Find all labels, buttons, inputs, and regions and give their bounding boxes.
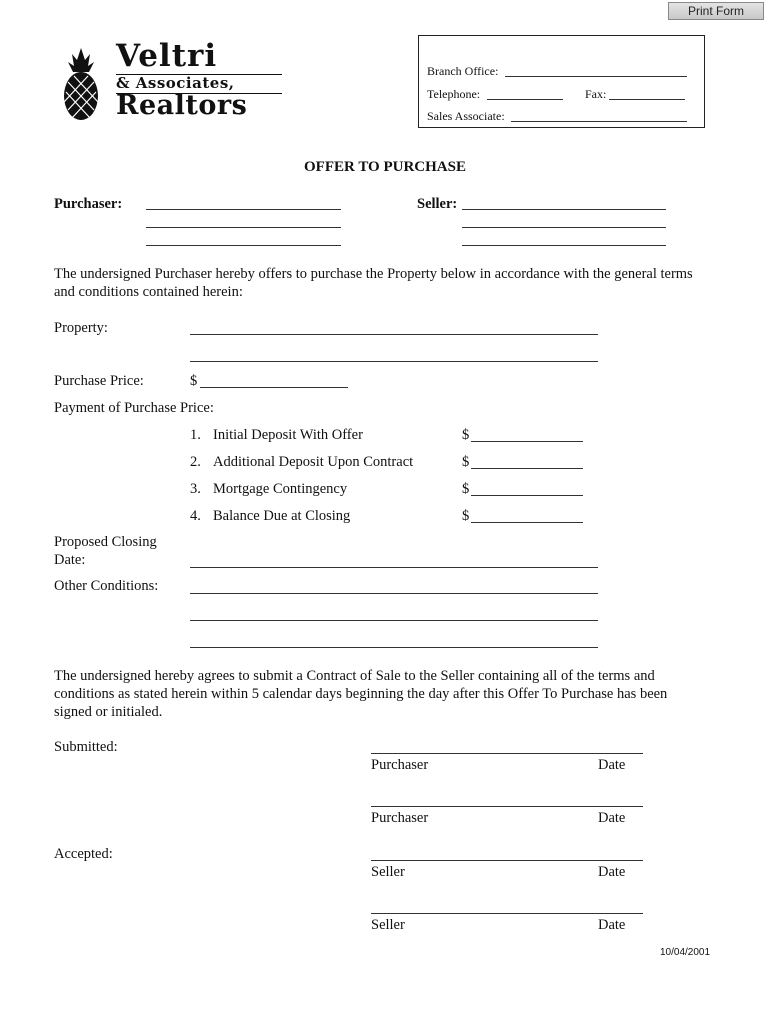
payment-item-currency: $ — [462, 481, 470, 497]
agreement-paragraph: The undersigned hereby agrees to submit a Contract of Sale to the Seller containing all of the terms and conditions as stated herein within 5 calendar days beginning the day after this Offer To Purchase has been signed or initialed. — [54, 668, 668, 720]
print-form-button[interactable]: Print Form — [668, 2, 764, 20]
signature-date-label: Date — [598, 757, 626, 773]
accepted-label: Accepted: — [54, 846, 113, 862]
property-field-2[interactable] — [190, 361, 598, 362]
seller-field-3[interactable] — [462, 245, 666, 246]
conditions-field-2[interactable] — [190, 620, 598, 621]
price-currency: $ — [190, 373, 198, 389]
branch-office-field[interactable] — [505, 76, 687, 77]
submitted-label: Submitted: — [54, 739, 118, 755]
pineapple-icon — [60, 46, 102, 122]
sales-associate-field[interactable] — [511, 121, 687, 122]
fax-field[interactable] — [609, 99, 685, 100]
signature-date-label: Date — [598, 917, 626, 933]
signature-role-label: Purchaser — [371, 810, 429, 826]
purchaser-field-3[interactable] — [146, 245, 341, 246]
telephone-label: Telephone: — [427, 87, 481, 101]
conditions-field-1[interactable] — [190, 593, 598, 594]
payment-item-currency: $ — [462, 508, 470, 524]
payment-label: Payment of Purchase Price: — [54, 400, 214, 416]
branch-info-box — [418, 35, 705, 128]
purchaser-field-1[interactable] — [146, 209, 341, 210]
seller-signature-line-1[interactable] — [371, 860, 643, 861]
purchaser-label: Purchaser: — [54, 196, 123, 212]
form-revision-date: 10/04/2001 — [660, 947, 711, 958]
property-label: Property: — [54, 320, 108, 336]
payment-item-label: Mortgage Contingency — [213, 481, 348, 497]
initial-deposit-field[interactable] — [471, 441, 583, 442]
page-title: OFFER TO PURCHASE — [304, 159, 466, 175]
purchaser-signature-line-1[interactable] — [371, 753, 643, 754]
additional-deposit-field[interactable] — [471, 468, 583, 469]
signature-date-label: Date — [598, 864, 626, 880]
purchase-price-field[interactable] — [200, 387, 348, 388]
payment-item-label: Balance Due at Closing — [213, 508, 351, 524]
payment-item-num: 2. — [190, 454, 201, 470]
payment-item-num: 4. — [190, 508, 201, 524]
signature-role-label: Seller — [371, 917, 405, 933]
payment-item-currency: $ — [462, 427, 470, 443]
purchaser-field-2[interactable] — [146, 227, 341, 228]
branch-office-label: Branch Office: — [427, 64, 499, 78]
logo-text-associates: & Associates, — [116, 74, 235, 92]
balance-due-field[interactable] — [471, 522, 583, 523]
intro-paragraph: The undersigned Purchaser hereby offers to purchase the Property below in accordance with the general terms and conditions contained herein: — [54, 266, 693, 300]
payment-item-label: Additional Deposit Upon Contract — [213, 454, 414, 470]
logo-text-realtors: Realtors — [116, 90, 248, 121]
fax-label: Fax: — [585, 87, 607, 101]
seller-field-2[interactable] — [462, 227, 666, 228]
sales-associate-label: Sales Associate: — [427, 109, 505, 123]
signature-role-label: Seller — [371, 864, 405, 880]
seller-field-1[interactable] — [462, 209, 666, 210]
closing-date-label: Date: — [54, 552, 86, 568]
other-conditions-label: Other Conditions: — [54, 578, 159, 594]
seller-signature-line-2[interactable] — [371, 913, 643, 914]
logo-text-veltri: Veltri — [116, 38, 218, 74]
seller-label: Seller: — [417, 196, 458, 212]
payment-item-label: Initial Deposit With Offer — [213, 427, 363, 443]
payment-item-currency: $ — [462, 454, 470, 470]
closing-label: Proposed Closing — [54, 534, 157, 550]
purchase-price-label: Purchase Price: — [54, 373, 144, 389]
company-logo — [60, 38, 282, 124]
closing-date-field[interactable] — [190, 567, 598, 568]
mortgage-contingency-field[interactable] — [471, 495, 583, 496]
conditions-field-3[interactable] — [190, 647, 598, 648]
signature-date-label: Date — [598, 810, 626, 826]
signature-role-label: Purchaser — [371, 757, 429, 773]
telephone-field[interactable] — [487, 99, 563, 100]
payment-item-num: 3. — [190, 481, 201, 497]
payment-item-num: 1. — [190, 427, 201, 443]
property-field-1[interactable] — [190, 334, 598, 335]
purchaser-signature-line-2[interactable] — [371, 806, 643, 807]
